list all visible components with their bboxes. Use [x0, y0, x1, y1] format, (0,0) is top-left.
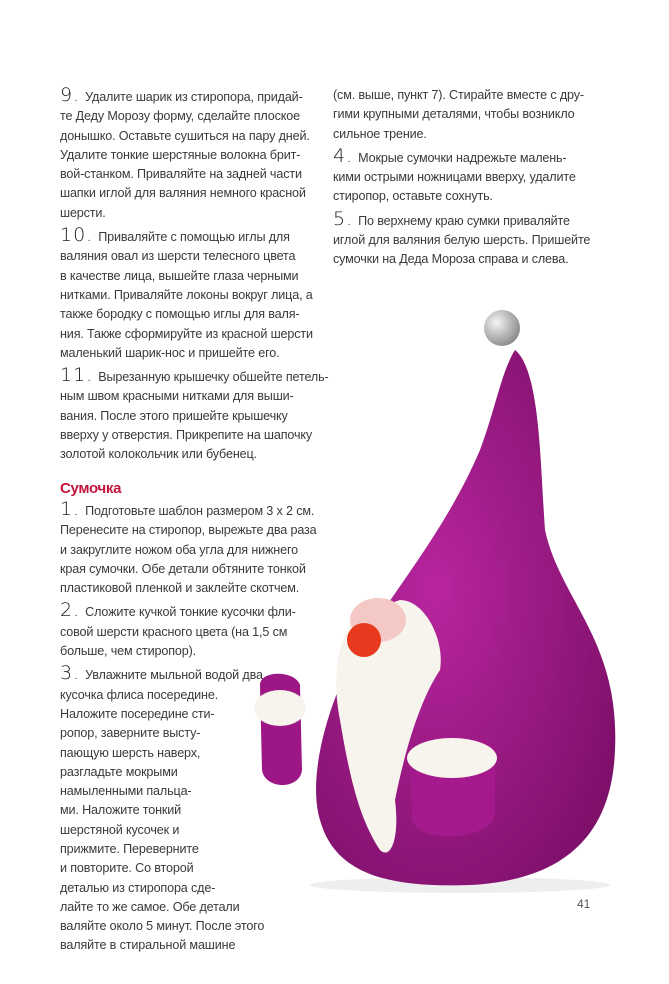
step-text-line: больше, чем стиропор).: [60, 644, 197, 659]
page-number: 41: [577, 897, 591, 911]
text-line: гими крупными деталями, чтобы возникло: [333, 107, 575, 122]
step-text-line: нитками. Приваляйте локоны вокруг лица, а: [60, 287, 313, 302]
step-text-line: края сумочки. Обе детали обтяните тонкой: [60, 561, 306, 576]
step-text-line: маленький шарик-нос и пришейте его.: [60, 345, 280, 360]
step-text-line: шерстяной кусочек и: [60, 822, 180, 837]
step-text-line: намыленными пальца-: [60, 784, 192, 799]
step-text-line: ми. Наложите тонкий: [60, 803, 182, 818]
step-text-line: и закруглите ножом оба угла для нижнего: [60, 542, 298, 557]
step-text-line: Мокрые сумочки надрежьте малень-: [358, 150, 567, 165]
step-paragraph: [60, 86, 330, 223]
step-number: 1.: [60, 497, 81, 520]
bell-icon: [484, 310, 520, 346]
continuation-paragraph: [333, 86, 623, 144]
step-text-line: шерсти.: [60, 205, 106, 220]
step-text-line: и повторите. Со второй: [60, 861, 194, 876]
step-text-line: шапки иглой для валяния немного красной: [60, 186, 306, 201]
step-number: 10.: [60, 224, 94, 247]
step-text-line: Увлажните мыльной водой два: [85, 668, 263, 683]
step-number: 9.: [60, 84, 81, 106]
right-bag-trim: [407, 738, 497, 778]
step-text-line: золотой колокольчик или бубенец.: [60, 447, 257, 462]
step-text-line: ропор, заверните высту-: [60, 726, 201, 741]
step-text-line: ния. Также сформируйте из красной шерсти: [60, 326, 313, 341]
step-text-line: вания. После этого пришейте крышечку: [60, 408, 288, 423]
step-text-line: те Деду Морозу форму, сделайте плоское: [60, 109, 300, 124]
text-line: (см. выше, пункт 7). Стирайте вместе с дру-: [333, 88, 584, 102]
step-text-line: Наложите посередине сти-: [60, 706, 215, 721]
step-text-line: лайте то же самое. Обе детали: [60, 899, 240, 914]
step-number: 2.: [60, 599, 81, 622]
step-text-line: деталью из стиропора сде-: [60, 880, 216, 895]
step-text-line: также бородку с помощью иглы для валя-: [60, 307, 300, 322]
step-text-line: вой-станком. Приваляйте на задней части: [60, 167, 302, 182]
step-text-line: Сложите кучкой тонкие кусочки фли-: [85, 605, 296, 620]
step-text-line: Вырезанную крышечку обшейте петель-: [98, 370, 329, 385]
step-number: 5.: [333, 207, 354, 230]
section-heading-bag: Сумочка: [60, 479, 122, 497]
step-text-line: вверху у отверстия. Прикрепите на шапочку: [60, 428, 313, 443]
step-text-line: Удалите тонкие шерстяные волокна брит-: [60, 147, 301, 162]
step-text-line: иглой для валяния белую шерсть. Пришейте: [333, 233, 591, 248]
step-text-line: прижмите. Переверните: [60, 841, 199, 856]
step-text-line: пающую шерсть наверх,: [60, 745, 201, 760]
right-column: [333, 86, 623, 273]
text-line: сильное трение.: [333, 126, 427, 141]
step-text-line: Перенесите на стиропор, вырежьте два раза: [60, 523, 317, 538]
step-paragraph: [333, 207, 623, 270]
step-text-line: валяйте около 5 минут. После этого: [60, 919, 265, 934]
step-text-line: Подготовьте шаблон размером 3 х 2 см.: [85, 503, 315, 518]
step-number: 11.: [60, 364, 94, 387]
step-text-line: стиропор, оставьте сохнуть.: [333, 189, 493, 204]
step-text-line: сумочки на Деда Мороза справа и слева.: [333, 252, 569, 267]
step-text-line: ным швом красными нитками для выши-: [60, 389, 294, 404]
step-text-line: разгладьте мокрыми: [60, 764, 178, 779]
step-text-line: валяйте в стиральной машине: [60, 938, 236, 953]
step-paragraph: [333, 144, 623, 207]
steps-list-bag-continued: [333, 144, 623, 270]
step-text-line: валяния овал из шерсти телесного цвета: [60, 249, 296, 264]
left-bag-trim: [254, 690, 306, 726]
step-number: 3.: [60, 662, 81, 685]
felted-santa-photo: [240, 300, 640, 900]
step-text-line: Удалите шарик из стиропора, придай-: [85, 90, 303, 104]
step-number: 4.: [333, 144, 354, 167]
nose: [347, 623, 381, 657]
step-text-line: Приваляйте с помощью иглы для: [98, 230, 290, 245]
step-text-line: пластиковой пленкой и заклейте скотчем.: [60, 581, 300, 596]
step-text-line: По верхнему краю сумки приваляйте: [358, 213, 570, 228]
step-text-line: кусочка флиса посередине.: [60, 687, 219, 702]
step-text-line: в качестве лица, вышейте глаза черными: [60, 268, 299, 283]
step-text-line: донышко. Оставьте сушиться на пару дней.: [60, 128, 310, 143]
step-text-line: совой шерсти красного цвета (на 1,5 см: [60, 624, 288, 639]
step-text-line: кими острыми ножницами вверху, удалите: [333, 170, 576, 185]
